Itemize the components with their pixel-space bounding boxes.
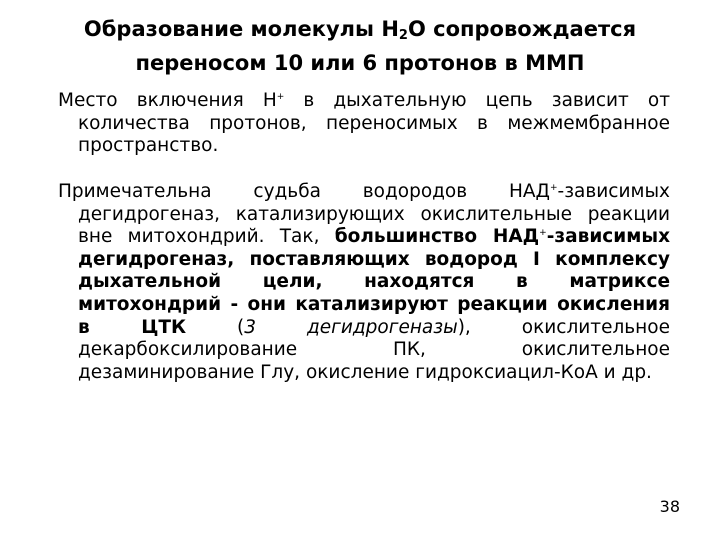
para2-text-a: Примечательна судьба водородов НАД <box>58 181 550 202</box>
page-number: 38 <box>659 497 680 516</box>
title-subscript: 2 <box>398 28 408 43</box>
para2-text-b: -зависимых дегидрогеназ, катализирующих окислительные реакции вне митохондрий. Так, <box>78 181 670 248</box>
paragraph-nad-dehydrogenases <box>58 181 670 384</box>
title-text-part1: Образование молекулы Н <box>83 17 399 41</box>
para2-text-d: ), окислительное декарбоксилирование ПК, окислительное дезаминирование Глу, окисление гидроксиацил-КоА и др. <box>78 316 670 383</box>
para2-superscript-1: + <box>549 183 558 193</box>
para2-superscript-2: + <box>539 228 547 239</box>
para1-text-b: в дыхательную цепь зависит от количества протонов, переносимых в межмембранное пространство. <box>78 90 670 157</box>
para2-text-c: ( <box>186 316 245 338</box>
para2-italic: 3 дегидрогеназы <box>244 316 458 338</box>
para1-text-a: Место включения Н <box>58 90 277 111</box>
title-text-part2: О сопровождается переносом 10 или 6 протонов в ММП <box>135 17 637 75</box>
para2-bold-1: большинство НАД <box>334 226 540 248</box>
slide-title <box>28 12 692 80</box>
paragraph-proton-entry <box>58 90 670 158</box>
para2-bold-2: -зависимых дегидрогеназ, поставляющих водород I комплексу дыхательной цели, находятся в матриксе митохондрий - они катализируют реакции окисления в ЦТК <box>78 226 670 338</box>
para1-superscript: + <box>276 92 285 102</box>
